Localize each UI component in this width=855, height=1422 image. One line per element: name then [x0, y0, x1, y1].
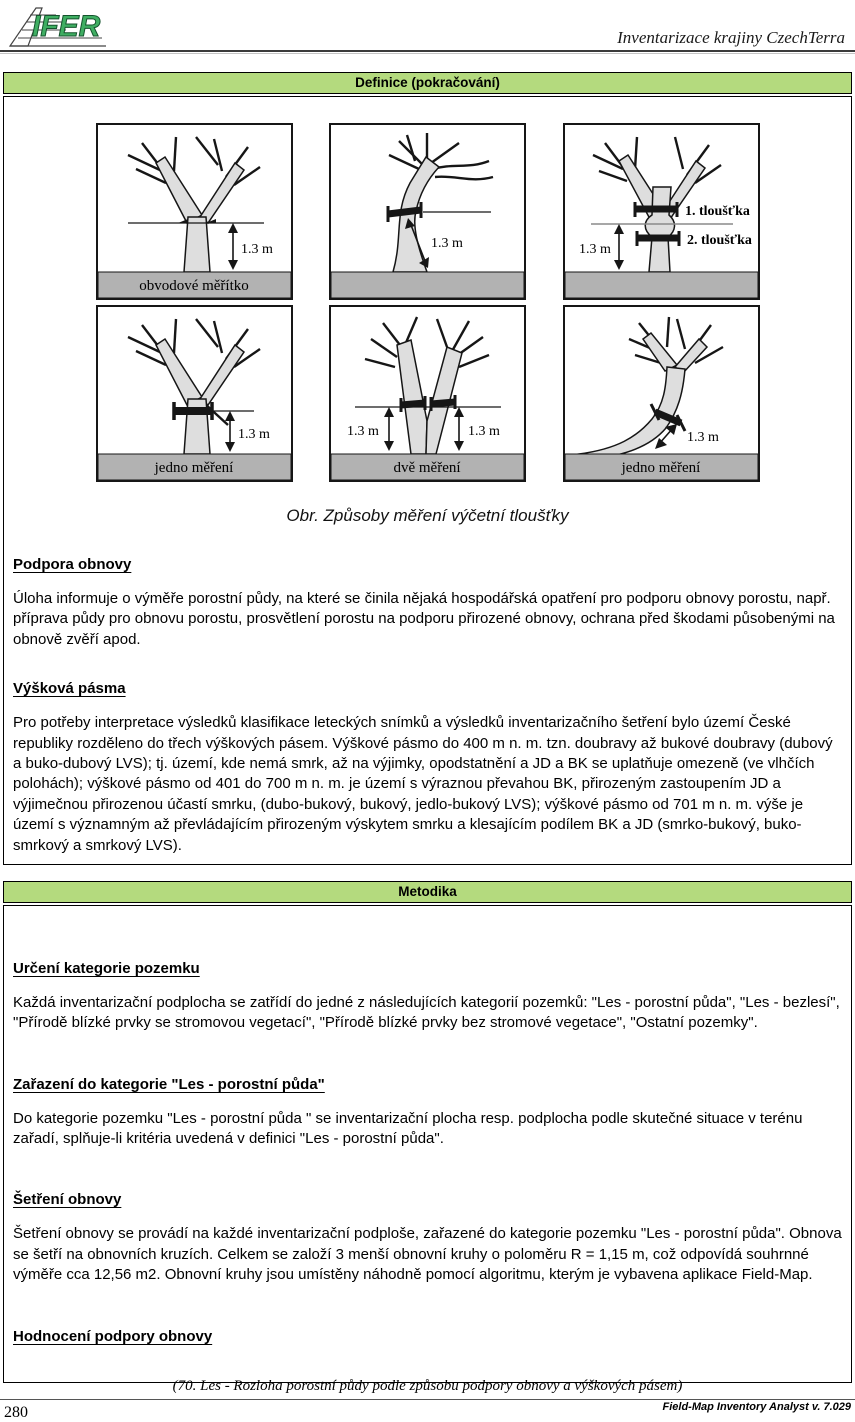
page-header — [0, 0, 855, 50]
footer-task-caption: (70. Les - Rozloha porostní půdy podle způsobu podpory obnovy a výškových pásem) — [172, 1378, 683, 1394]
heading-vyskova-pasma: Výšková pásma — [13, 680, 126, 698]
document-title: Inventarizace krajiny CzechTerra — [617, 28, 845, 47]
heading-podpora-obnovy: Podpora obnovy — [13, 556, 132, 573]
body-setreni-obnovy: Šetření obnovy se provádí na každé inventarizační podploše, zařazené do kategorie pozemku "Les - porostní půda". Obnova se šetří na obnovních kruzích. Celkem se založí 3 menší obnovní kruhy o poloměru R = 1,15 m, což odpovídá souhrnné výměře cca 12,56 m2. Obnovní kruhy jsou umístěny náhodně pomocí algoritmu, kterým je vybavena aplikace Field-Map. — [13, 1225, 842, 1284]
body-zarazeni-kategorie: Do kategorie pozemku "Les - porostní půda " se inventarizační plocha resp. podplocha podle skutečné situace v terénu zařadí, splňuje-li kritéria uvedená v definici "Les - porostní půda". — [13, 1109, 803, 1148]
diagram-band-label: jedno měření — [621, 460, 700, 476]
metodika-content-box — [3, 905, 852, 1383]
body-urceni-kategorie: Každá inventarizační podplocha se zatřídí do jedné z následujících kategorií pozemků: "Les - porostní půda", "Les - bezlesí", "Přírodě blízké prvky se stromovou vegetací", "Přírodě blízké prvky bez stromové vegetace", "Ostatní pozemky". — [13, 993, 840, 1032]
measure-label: 1.3 m — [240, 242, 273, 257]
heading-urceni-kategorie: Určení kategorie pozemku — [13, 959, 200, 977]
diagram-band-label: dvě měření — [393, 460, 461, 476]
page-footer — [0, 1372, 855, 1422]
measure-label: 1.3 m — [237, 427, 270, 442]
figure-caption: Obr. Způsoby měření výčetní tloušťky — [286, 506, 569, 525]
diagram-circumference-scale — [96, 123, 293, 300]
body-podpora-obnovy: Úloha informuje o výměře porostní půdy, na které se činila nějaká hospodářská opatření pro podporu obnovy porostu, např. příprava půdy pro obnovu porostu, prosvětlení porostu na podporu přirozené obnovy, ochrana před škodami působenými na obnově zvěří apod. — [13, 590, 835, 648]
heading-setreni-obnovy: Šetření obnovy — [13, 1191, 122, 1209]
measure-label: 1.3 m — [347, 424, 379, 439]
measure-label: 1.3 m — [686, 430, 719, 445]
diagram-single-measurement — [96, 305, 293, 482]
figure-diagram-grid — [96, 123, 760, 482]
measure-label: 1.3 m — [431, 236, 463, 251]
diagram-band-label: jedno měření — [154, 460, 233, 476]
app-version: Field-Map Inventory Analyst v. 7.029 — [662, 1401, 851, 1413]
first-diameter-label: 1. tloušťka — [684, 204, 750, 219]
ifer-logo — [6, 2, 126, 54]
measure-label: 1.3 m — [468, 424, 500, 439]
diagram-double-measurement — [329, 305, 526, 482]
second-diameter-label: 2. tloušťka — [686, 233, 752, 248]
diagram-two-diameters — [563, 123, 760, 300]
ifer-logo-text: IFER — [32, 10, 101, 43]
diagram-single-measurement-curved — [563, 305, 760, 482]
diagram-band-label: obvodové měřítko — [138, 278, 249, 294]
diagram-leaning-tree — [329, 123, 526, 300]
measure-label: 1.3 m — [578, 242, 611, 257]
body-vyskova-pasma: Pro potřeby interpretace výsledků klasifikace leteckých snímků a výsledků inventarizačního šetření bylo území České republiky rozděleno do třech výškových pásem. Výškové pásmo do 400 m n. m. tzn. doubravy až bukové doubravy (dubový a buko-dubový LVS); tj. území, kde nemá smrk, až na výjimky, opodstatnění a JD a BK se uplatňuje omezeně (ve vlhčích polohách); výškové pásmo od 401 do 700 m n. m. je území s výraznou převahou BK, přirozeným zastoupením JD a výjimečnou přirozenou účastí smrku, (dubo-bukový, bukový, jedlo-bukový LVS); výškové pásmo od 701 m n. m. výše je území s významným až převládajícím přirozeným výskytem smrku a klesajícím podílem BK a JD (smrko-bukový, buko-smrkový a smrkový LVS). — [13, 714, 833, 854]
heading-hodnoceni-podpory: Hodnocení podpory obnovy — [13, 1327, 213, 1345]
header-rule-thin — [0, 53, 855, 54]
header-rule — [0, 50, 855, 52]
heading-zarazeni-kategorie: Zařazení do kategorie "Les - porostní půda" — [13, 1075, 325, 1093]
banner-definice: Definice (pokračování) — [3, 72, 852, 94]
page-number: 280 — [4, 1404, 28, 1421]
banner-metodika: Metodika — [3, 881, 852, 903]
definice-content-box — [3, 96, 852, 865]
